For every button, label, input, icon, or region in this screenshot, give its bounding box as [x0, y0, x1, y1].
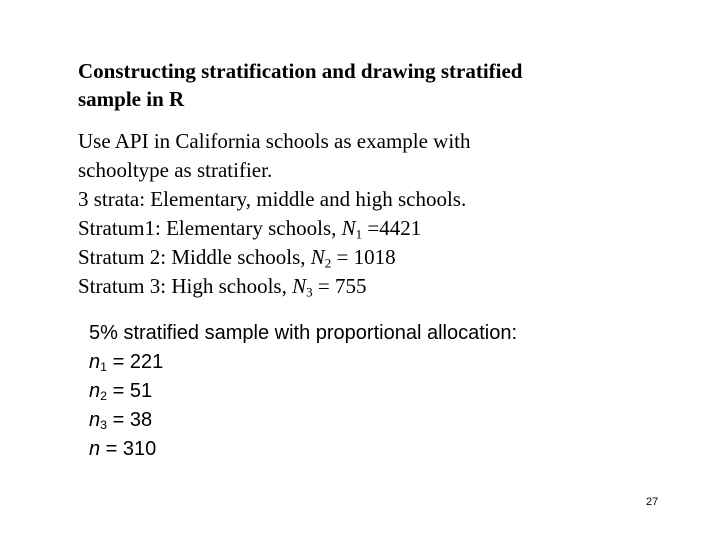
- n2-sub: 2: [100, 389, 108, 404]
- n1-sub: 1: [100, 360, 108, 375]
- title-line-2: sample in R: [78, 87, 185, 111]
- stratum-1-value: =4421: [362, 216, 422, 240]
- allocation-n-total: [89, 435, 689, 464]
- n3-sub: 3: [100, 418, 108, 433]
- stratum-1-sub: 1: [355, 226, 363, 242]
- stratum-1-line: [78, 214, 698, 243]
- allocation-n2: [89, 377, 689, 406]
- n3-value: = 38: [107, 409, 153, 431]
- allocation-n1: [89, 348, 689, 377]
- n1-value: = 221: [107, 351, 164, 373]
- n-total-value: = 310: [100, 438, 157, 460]
- stratum-2-sub: 2: [324, 255, 332, 271]
- title-line-1: Constructing stratification and drawing stratified: [78, 59, 523, 83]
- page-number: 27: [646, 496, 659, 508]
- body-line-2: schooltype as stratifier.: [78, 158, 273, 182]
- n3-var: n: [89, 409, 101, 431]
- stratum-3-line: [78, 272, 698, 301]
- n2-value: = 51: [107, 380, 153, 402]
- allocation-n3: [89, 406, 689, 435]
- allocation-heading: 5% stratified sample with proportional allocation:: [89, 322, 517, 344]
- body-line-1: Use API in California schools as example with: [78, 129, 471, 153]
- stratum-1-prefix: Stratum1: Elementary schools,: [78, 216, 342, 240]
- stratum-3-prefix: Stratum 3: High schools,: [78, 274, 293, 298]
- stratum-2-value: = 1018: [331, 245, 396, 269]
- n1-var: n: [89, 351, 101, 373]
- stratum-3-sub: 3: [306, 284, 313, 300]
- stratum-2-var: N: [310, 245, 325, 269]
- slide-title: [78, 57, 678, 113]
- stratum-3-var: N: [292, 274, 307, 298]
- body-line-3: 3 strata: Elementary, middle and high schools.: [78, 187, 467, 211]
- n-var: n: [89, 438, 101, 460]
- slide-body: [78, 127, 698, 301]
- allocation-block: [89, 319, 689, 464]
- stratum-3-value: = 755: [312, 274, 367, 298]
- stratum-1-var: N: [341, 216, 356, 240]
- stratum-2-line: [78, 243, 698, 272]
- stratum-2-prefix: Stratum 2: Middle schools,: [78, 245, 311, 269]
- n2-var: n: [89, 380, 101, 402]
